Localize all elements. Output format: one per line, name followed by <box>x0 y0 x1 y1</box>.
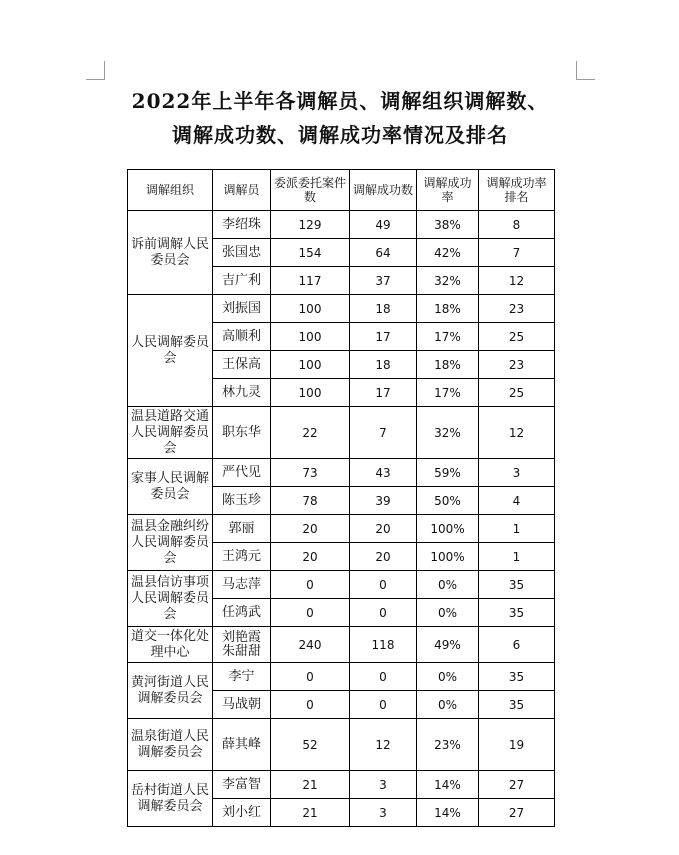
mediator-cell: 林九灵 <box>213 379 271 407</box>
header-row <box>128 170 555 211</box>
rate-cell: 18% <box>417 295 479 323</box>
mediator-cell: 任鸿武 <box>213 599 271 627</box>
table-row <box>128 407 555 459</box>
success-cell: 0 <box>350 691 417 719</box>
success-cell: 12 <box>350 719 417 771</box>
success-cell: 20 <box>350 543 417 571</box>
cases-cell: 78 <box>271 487 350 515</box>
table-body <box>128 211 555 827</box>
mediator-cell: 李富智 <box>213 771 271 799</box>
org-cell: 温县金融纠纷人民调解委员会 <box>128 515 213 571</box>
mediator-cell: 郭丽 <box>213 515 271 543</box>
rank-cell: 35 <box>479 691 555 719</box>
mediator-cell: 李绍珠 <box>213 211 271 239</box>
crop-mark-top-left <box>86 61 105 80</box>
success-cell: 0 <box>350 599 417 627</box>
cases-cell: 22 <box>271 407 350 459</box>
rank-cell: 27 <box>479 799 555 827</box>
success-cell: 17 <box>350 379 417 407</box>
success-cell: 3 <box>350 771 417 799</box>
header-cell: 调解成功率排名 <box>479 170 555 211</box>
success-cell: 18 <box>350 295 417 323</box>
rate-cell: 14% <box>417 799 479 827</box>
rate-cell: 0% <box>417 691 479 719</box>
rate-cell: 18% <box>417 351 479 379</box>
rank-cell: 35 <box>479 599 555 627</box>
rate-cell: 59% <box>417 459 479 487</box>
table-row <box>128 771 555 799</box>
mediator-cell: 薛其峰 <box>213 719 271 771</box>
header-cell: 调解成功数 <box>350 170 417 211</box>
mediator-cell: 马志萍 <box>213 571 271 599</box>
rate-cell: 49% <box>417 627 479 663</box>
rank-cell: 1 <box>479 515 555 543</box>
org-cell: 道交一体化处理中心 <box>128 627 213 663</box>
success-cell: 64 <box>350 239 417 267</box>
table-row <box>128 663 555 691</box>
mediator-cell: 刘小红 <box>213 799 271 827</box>
mediator-cell: 高顺利 <box>213 323 271 351</box>
org-cell: 人民调解委员会 <box>128 295 213 407</box>
mediator-cell: 张国忠 <box>213 239 271 267</box>
rate-cell: 100% <box>417 515 479 543</box>
success-cell: 20 <box>350 515 417 543</box>
success-cell: 37 <box>350 267 417 295</box>
rate-cell: 42% <box>417 239 479 267</box>
mediator-cell: 刘振国 <box>213 295 271 323</box>
org-cell: 温泉街道人民调解委员会 <box>128 719 213 771</box>
rank-cell: 35 <box>479 571 555 599</box>
org-cell: 温县道路交通人民调解委员会 <box>128 407 213 459</box>
cases-cell: 0 <box>271 663 350 691</box>
table-row <box>128 211 555 239</box>
mediator-cell: 李宁 <box>213 663 271 691</box>
mediation-stats-table <box>127 169 555 827</box>
cases-cell: 240 <box>271 627 350 663</box>
rank-cell: 3 <box>479 459 555 487</box>
success-cell: 0 <box>350 663 417 691</box>
rate-cell: 0% <box>417 571 479 599</box>
mediator-cell: 陈玉珍 <box>213 487 271 515</box>
mediator-cell: 职东华 <box>213 407 271 459</box>
rank-cell: 8 <box>479 211 555 239</box>
rank-cell: 6 <box>479 627 555 663</box>
success-cell: 18 <box>350 351 417 379</box>
rate-cell: 0% <box>417 599 479 627</box>
rank-cell: 12 <box>479 267 555 295</box>
rate-cell: 32% <box>417 407 479 459</box>
mediator-cell: 王鸿元 <box>213 543 271 571</box>
rate-cell: 14% <box>417 771 479 799</box>
rate-cell: 32% <box>417 267 479 295</box>
mediator-cell: 马战朝 <box>213 691 271 719</box>
rate-cell: 17% <box>417 323 479 351</box>
cases-cell: 52 <box>271 719 350 771</box>
cases-cell: 100 <box>271 323 350 351</box>
cases-cell: 0 <box>271 691 350 719</box>
success-cell: 0 <box>350 571 417 599</box>
rank-cell: 1 <box>479 543 555 571</box>
success-cell: 39 <box>350 487 417 515</box>
header-cell: 调解组织 <box>128 170 213 211</box>
rank-cell: 23 <box>479 351 555 379</box>
rate-cell: 17% <box>417 379 479 407</box>
success-cell: 49 <box>350 211 417 239</box>
cases-cell: 100 <box>271 379 350 407</box>
cases-cell: 129 <box>271 211 350 239</box>
cases-cell: 100 <box>271 295 350 323</box>
org-cell: 岳村街道人民调解委员会 <box>128 771 213 827</box>
title-line-2: 调解成功数、调解成功率情况及排名 <box>172 123 508 147</box>
table-row <box>128 459 555 487</box>
rank-cell: 23 <box>479 295 555 323</box>
cases-cell: 117 <box>271 267 350 295</box>
document-title <box>60 84 620 152</box>
rank-cell: 35 <box>479 663 555 691</box>
mediator-cell: 刘艳霞 朱甜甜 <box>213 627 271 663</box>
success-cell: 3 <box>350 799 417 827</box>
cases-cell: 154 <box>271 239 350 267</box>
rate-cell: 100% <box>417 543 479 571</box>
cases-cell: 20 <box>271 543 350 571</box>
table-row <box>128 571 555 599</box>
table-row <box>128 295 555 323</box>
rate-cell: 0% <box>417 663 479 691</box>
rate-cell: 38% <box>417 211 479 239</box>
mediator-cell: 严代见 <box>213 459 271 487</box>
rank-cell: 25 <box>479 323 555 351</box>
cases-cell: 0 <box>271 599 350 627</box>
rate-cell: 50% <box>417 487 479 515</box>
rank-cell: 27 <box>479 771 555 799</box>
success-cell: 43 <box>350 459 417 487</box>
org-cell: 温县信访事项人民调解委员会 <box>128 571 213 627</box>
cases-cell: 100 <box>271 351 350 379</box>
success-cell: 118 <box>350 627 417 663</box>
rank-cell: 12 <box>479 407 555 459</box>
cases-cell: 21 <box>271 799 350 827</box>
table-row <box>128 627 555 663</box>
cases-cell: 21 <box>271 771 350 799</box>
mediator-cell: 吉广利 <box>213 267 271 295</box>
cases-cell: 0 <box>271 571 350 599</box>
crop-mark-top-right <box>576 61 595 80</box>
cases-cell: 73 <box>271 459 350 487</box>
rank-cell: 19 <box>479 719 555 771</box>
header-cell: 调解成功率 <box>417 170 479 211</box>
header-cell: 调解员 <box>213 170 271 211</box>
org-cell: 黄河街道人民调解委员会 <box>128 663 213 719</box>
mediator-cell: 王保高 <box>213 351 271 379</box>
header-cell: 委派委托案件数 <box>271 170 350 211</box>
org-cell: 诉前调解人民委员会 <box>128 211 213 295</box>
table-row <box>128 719 555 771</box>
table-row <box>128 515 555 543</box>
rate-cell: 23% <box>417 719 479 771</box>
success-cell: 7 <box>350 407 417 459</box>
org-cell: 家事人民调解委员会 <box>128 459 213 515</box>
title-line-1: 2022年上半年各调解员、调解组织调解数、 <box>131 89 549 113</box>
rank-cell: 4 <box>479 487 555 515</box>
success-cell: 17 <box>350 323 417 351</box>
cases-cell: 20 <box>271 515 350 543</box>
rank-cell: 7 <box>479 239 555 267</box>
rank-cell: 25 <box>479 379 555 407</box>
